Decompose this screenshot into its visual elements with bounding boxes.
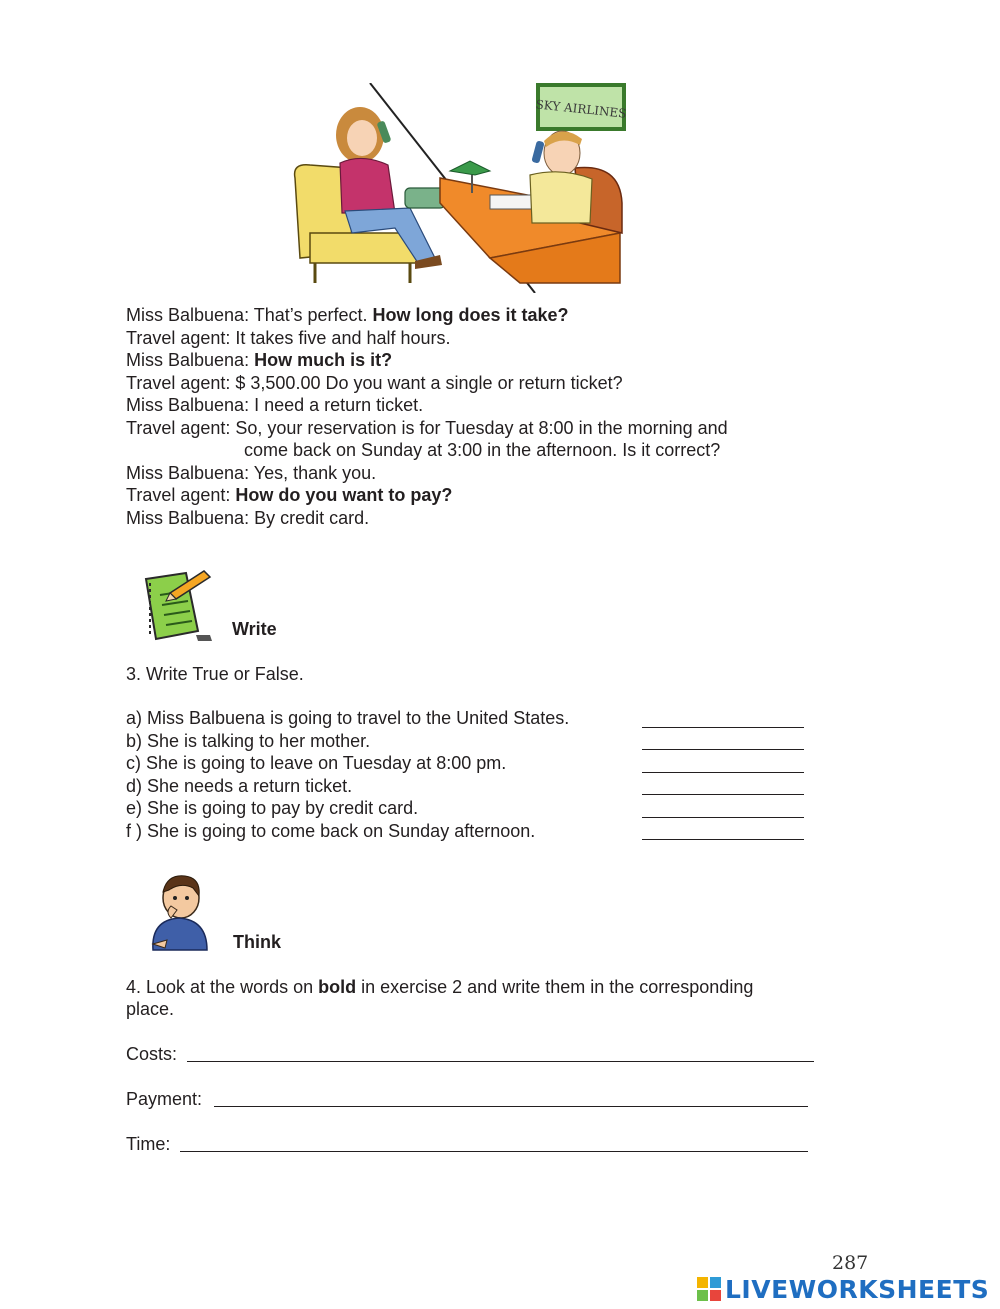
bold-word: bold <box>318 977 357 997</box>
liveworksheets-logo[interactable] <box>697 1274 989 1304</box>
sign-text: SKY AIRLINES <box>534 97 628 121</box>
true-false-item-d: d) She needs a return ticket. <box>126 776 353 796</box>
dialogue-line-6-continued: come back on Sunday at 3:00 in the afternoon. Is it correct? <box>244 440 721 460</box>
speaker: Travel agent: <box>126 485 231 505</box>
speaker: Miss Balbuena: <box>126 350 250 370</box>
dialogue-text: By credit card. <box>249 508 370 528</box>
speaker: Travel agent: <box>126 373 231 393</box>
dialogue-text: Yes, thank you. <box>249 463 377 483</box>
phone-call-illustration <box>290 83 628 293</box>
speaker: Travel agent: <box>126 328 231 348</box>
bold-phrase: How do you want to pay? <box>230 485 453 505</box>
answer-blank-d[interactable] <box>642 794 804 795</box>
costs-label: Costs: <box>126 1044 178 1064</box>
dialogue-text: That’s perfect. <box>249 305 373 325</box>
bold-phrase: How long does it take? <box>372 305 569 325</box>
dialogue-line-4 <box>126 372 623 394</box>
write-instruction: 3. Write True or False. <box>126 664 304 684</box>
time-answer-line[interactable] <box>180 1151 808 1152</box>
answer-blank-c[interactable] <box>642 772 804 773</box>
notebook-pencil-icon <box>140 565 216 643</box>
speaker: Miss Balbuena: <box>126 305 250 325</box>
answer-blank-f[interactable] <box>642 839 804 840</box>
page-number: 287 <box>832 1252 869 1274</box>
time-label: Time: <box>126 1134 171 1154</box>
payment-label: Payment: <box>126 1089 203 1109</box>
brand-text: LIVEWORKSHEETS <box>725 1274 990 1304</box>
dialogue-text: So, your reservation is for Tuesday at 8:00 in the morning and <box>230 418 728 438</box>
true-false-item-b: b) She is talking to her mother. <box>126 731 371 751</box>
thinking-boy-icon <box>145 870 213 952</box>
dialogue-line-7 <box>126 462 376 484</box>
instruction-text: 4. Look at the words on <box>126 977 319 997</box>
instruction-text: in exercise 2 and write them in the corresponding <box>356 977 754 997</box>
dialogue-text: $ 3,500.00 Do you want a single or return ticket? <box>230 373 623 393</box>
liveworksheets-logo-icon <box>697 1277 721 1301</box>
dialogue-line-5 <box>126 394 423 416</box>
speaker: Miss Balbuena: <box>126 508 250 528</box>
dialogue-line-8 <box>126 484 452 506</box>
true-false-item-e: e) She is going to pay by credit card. <box>126 798 419 818</box>
think-instruction <box>126 976 753 998</box>
bold-phrase: How much is it? <box>249 350 393 370</box>
speaker: Miss Balbuena: <box>126 395 250 415</box>
dialogue-text: It takes five and half hours. <box>230 328 451 348</box>
answer-blank-e[interactable] <box>642 817 804 818</box>
answer-blank-b[interactable] <box>642 749 804 750</box>
think-instruction-continued: place. <box>126 999 175 1019</box>
answer-blank-a[interactable] <box>642 727 804 728</box>
payment-answer-line[interactable] <box>214 1106 808 1107</box>
dialogue-line-9 <box>126 507 369 529</box>
write-label: Write <box>232 619 277 639</box>
dialogue-line-6 <box>126 417 728 439</box>
true-false-item-c: c) She is going to leave on Tuesday at 8:00 pm. <box>126 753 507 773</box>
dialogue-line-3 <box>126 349 392 371</box>
true-false-item-a: a) Miss Balbuena is going to travel to the United States. <box>126 708 570 728</box>
dialogue-text: I need a return ticket. <box>249 395 424 415</box>
think-label: Think <box>233 932 281 952</box>
true-false-item-f: f ) She is going to come back on Sunday afternoon. <box>126 821 536 841</box>
speaker: Travel agent: <box>126 418 231 438</box>
speaker: Miss Balbuena: <box>126 463 250 483</box>
dialogue-line-2 <box>126 327 451 349</box>
costs-answer-line[interactable] <box>187 1061 814 1062</box>
dialogue-line-1 <box>126 304 569 326</box>
